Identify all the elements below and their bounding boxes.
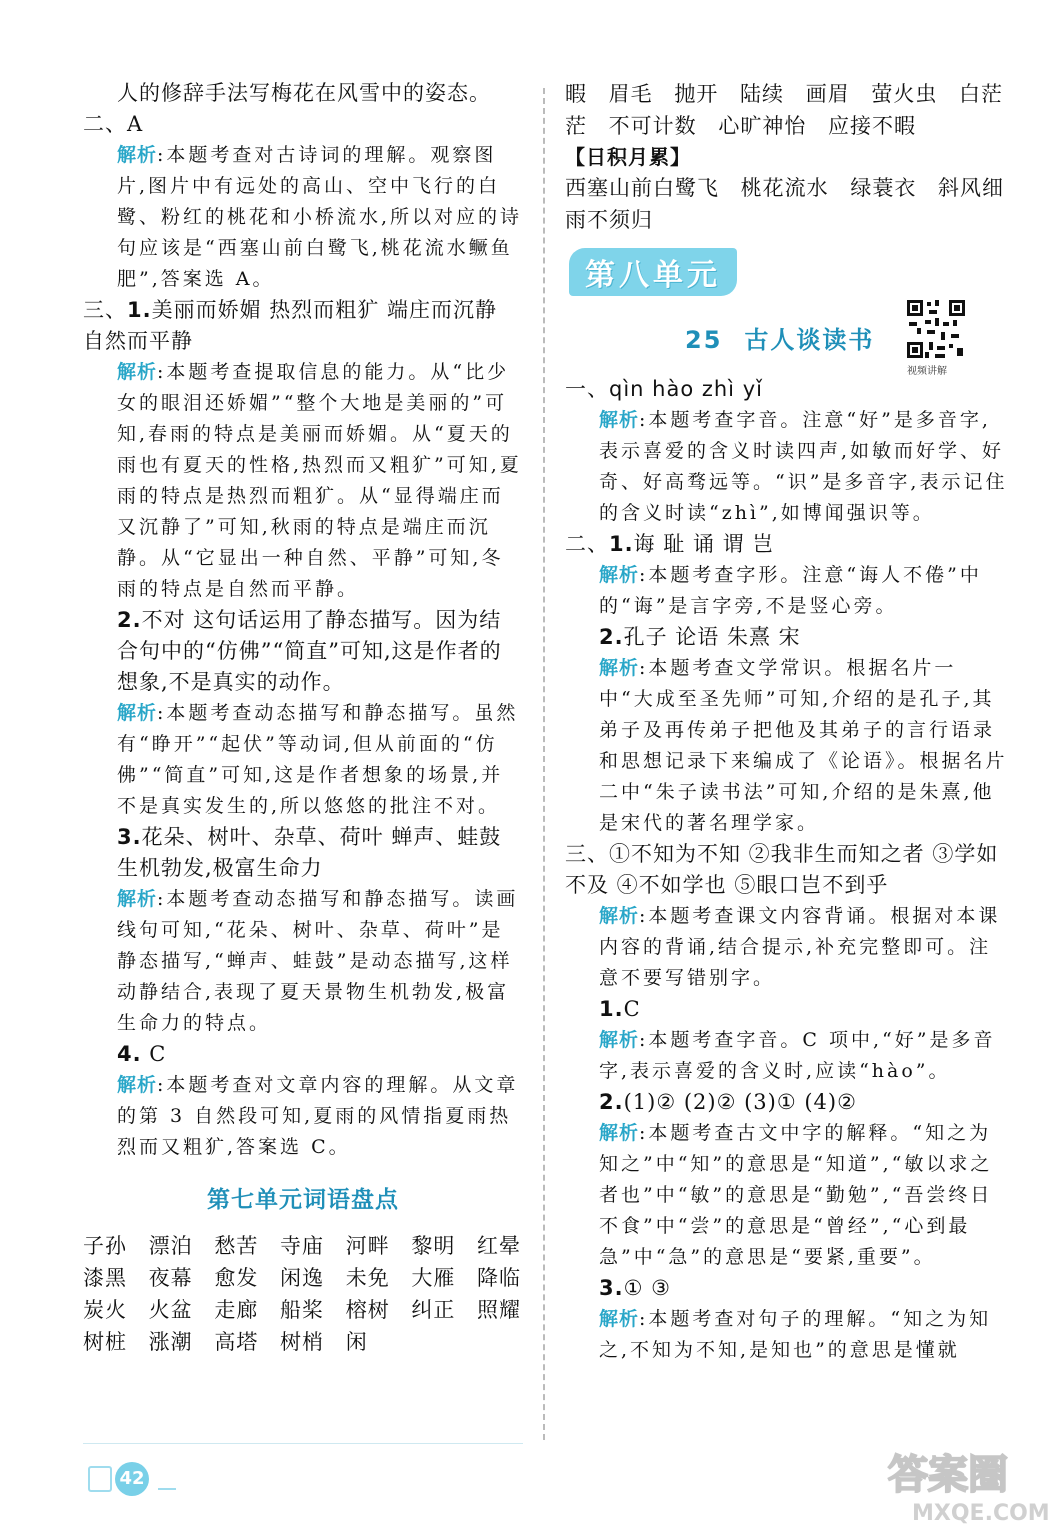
qr-code-icon[interactable] [905, 298, 967, 360]
analysis-2: 解析:本题考查对古诗词的理解。观察图片,图片中有远处的高山、空中飞行的白鹭、粉红的桃花和小桥流水,所以对应的诗句应该是“西塞山前白鹭飞,桃花流水鳜鱼肥”,答案选 A。 [117, 144, 523, 290]
left-column [83, 78, 523, 1358]
analysis-3-2: 解析:本题考查动态描写和静态描写。虽然有“睁开”“起伏”等动词,但从前面的“仿佛”“简直”可知,这是作者想象的场景,并不是真实发生的,所以悠悠的批注不对。 [117, 702, 519, 817]
analysis-3-1: 解析:本题考查字音。C 项中,“好”是多音字,表示喜爱的含义时,应读“hào”。 [599, 1029, 996, 1082]
analysis-3-1: 解析:本题考查提取信息的能力。从“比少女的眼泪还娇媚”“整个大地是美丽的”可知,春雨的特点是美丽而娇媚。从“夏天的雨也有夏天的性格,热烈而又粗犷”可知,夏雨的特点是热烈而粗犷。从“显得端庄而又沉静了”可知,秋雨的特点是端庄而沉静。从“它显出一种自然、平静”可知,冬雨的特点是自然而平静。 [117, 361, 522, 600]
analysis-tag: 解析 [117, 144, 158, 166]
analysis-1: 解析:本题考查字音。注意“好”是多音字,表示喜爱的含义时读四声,如敏而好学、好奇、好高骛远等。“识”是多音字,表示记住的含义时读“zhì”,如博闻强识等。 [599, 409, 1008, 524]
question-2-2: 2.孔子 论语 朱熹 宋 [599, 625, 801, 649]
analysis-3-4: 解析:本题考查对文章内容的理解。从文章的第 3 自然段可知,夏雨的风情指夏雨热烈而又粗犷,答案选 C。 [117, 1074, 519, 1158]
lesson-header [565, 296, 1010, 377]
column-divider [543, 88, 545, 1440]
lesson-number: 25 [685, 326, 723, 354]
unit7-title: 第七单元词语盘点 [207, 1187, 399, 1213]
watermark-text: 答案圈 [888, 1452, 1008, 1498]
analysis-tag: 解析 [117, 702, 158, 724]
pinyin-answers: qìn hào zhì yǐ [609, 377, 763, 401]
page-number: 42 [115, 1462, 149, 1496]
analysis-3-3: 解析:本题考查动态描写和静态描写。读画线句可知,“花朵、树叶、杂草、荷叶”是静态描写,“蝉声、蛙鼓”是动态描写,这样动静结合,表现了夏天景物生机勃发,极富生命力的特点。 [117, 888, 519, 1034]
question-3-1: 1.C [599, 997, 641, 1021]
question-3-3: 3.① ③ [599, 1276, 671, 1300]
unit8-banner: 第八单元 [569, 248, 737, 296]
accumulation-label: 【日积月累】 [565, 145, 691, 169]
analysis-2-1: 解析:本题考查字形。注意“诲人不倦”中的“诲”是言字旁,不是竖心旁。 [599, 564, 982, 617]
question-2: 二、A [83, 112, 144, 136]
analysis-tag: 解析 [599, 1308, 640, 1330]
analysis-3: 解析:本题考查课文内容背诵。根据对本课内容的背诵,结合提示,补充完整即可。注意不要写错别字。 [599, 905, 1001, 989]
analysis-tag: 解析 [599, 564, 640, 586]
analysis-3-3: 解析:本题考查对句子的理解。“知之为知之,不知为不知,是知也”的意思是懂就 [599, 1308, 992, 1361]
word-list-continued: 暇 眉毛 抛开 陆续 画眉 萤火虫 白茫茫 不可计数 心旷神怡 应接不暇 [565, 82, 1004, 138]
analysis-tag: 解析 [599, 657, 640, 679]
question-1: 一、qìn hào zhì yǐ [565, 377, 763, 401]
lesson-title: 25 古人谈读书 [685, 326, 875, 354]
question-3-2: 2.不对 这句话运用了静态描写。因为结合句中的“仿佛”“简直”可知,这是作者的想象,不是真实的动作。 [117, 608, 502, 694]
question-3: 三、1.美丽而娇媚 热烈而粗犷 端庄而沉静 自然而平静 [83, 298, 497, 353]
footer-decoration [88, 1466, 112, 1492]
footer-rule [83, 1443, 523, 1444]
qr-label: 视频讲解 [907, 366, 947, 377]
question-3-4: 4. C [117, 1042, 167, 1066]
watermark-sub: MXQE.COM [912, 1501, 1050, 1526]
analysis-tag: 解析 [117, 888, 158, 910]
analysis-3-2: 解析:本题考查古文中字的解释。“知之为知之”中“知”的意思是“知道”,“敏以求之者也”中“敏”的意思是“勤勉”,“吾尝终日不食”中“尝”的意思是“曾经”,“心到最急”中“急”的意思是“要紧,重要”。 [599, 1122, 993, 1268]
unit7-word-list: 子孙 漂泊 愁苦 寺庙 河畔 黎明 红晕 漆黑 夜幕 愈发 闲逸 未免 大雁 降临 炭火 火盆 走廊 船桨 榕树 纠正 照耀 树桩 涨潮 高塔 树梢 闲 [83, 1234, 522, 1354]
accumulation-content: 西塞山前白鹭飞 桃花流水 绿蓑衣 斜风细雨不须归 [565, 176, 1005, 232]
question-3-2: 2.(1)② (2)② (3)① (4)② [599, 1090, 857, 1114]
analysis-2-2: 解析:本题考查文学常识。根据名片一中“大成至圣先师”可知,介绍的是孔子,其弟子及再传弟子把他及其弟子的言行语录和思想记录下来编成了《论语》。根据名片二中“朱子读书法”可知,介绍的是朱熹,他是宋代的著名理学家。 [599, 657, 1008, 834]
watermark-logo [882, 1440, 1052, 1530]
footer-decoration [158, 1466, 176, 1490]
right-column [565, 78, 1010, 1366]
analysis-tag: 解析 [599, 1029, 640, 1051]
question-3: 三、①不知为不知 ②我非生而知之者 ③学如不及 ④不如学也 ⑤眼口岂不到乎 [565, 842, 999, 897]
analysis-tag: 解析 [599, 1122, 640, 1144]
analysis-tag: 解析 [599, 905, 640, 927]
analysis-tag: 解析 [599, 409, 640, 431]
analysis-tag: 解析 [117, 361, 158, 383]
question-2-1: 二、1.诲 耻 诵 谓 岂 [565, 532, 775, 556]
continued-line: 人的修辞手法写梅花在风雪中的姿态。 [117, 81, 491, 105]
analysis-tag: 解析 [117, 1074, 158, 1096]
question-3-3: 3.花朵、树叶、杂草、荷叶 蝉声、蛙鼓 生机勃发,极富生命力 [117, 825, 502, 880]
